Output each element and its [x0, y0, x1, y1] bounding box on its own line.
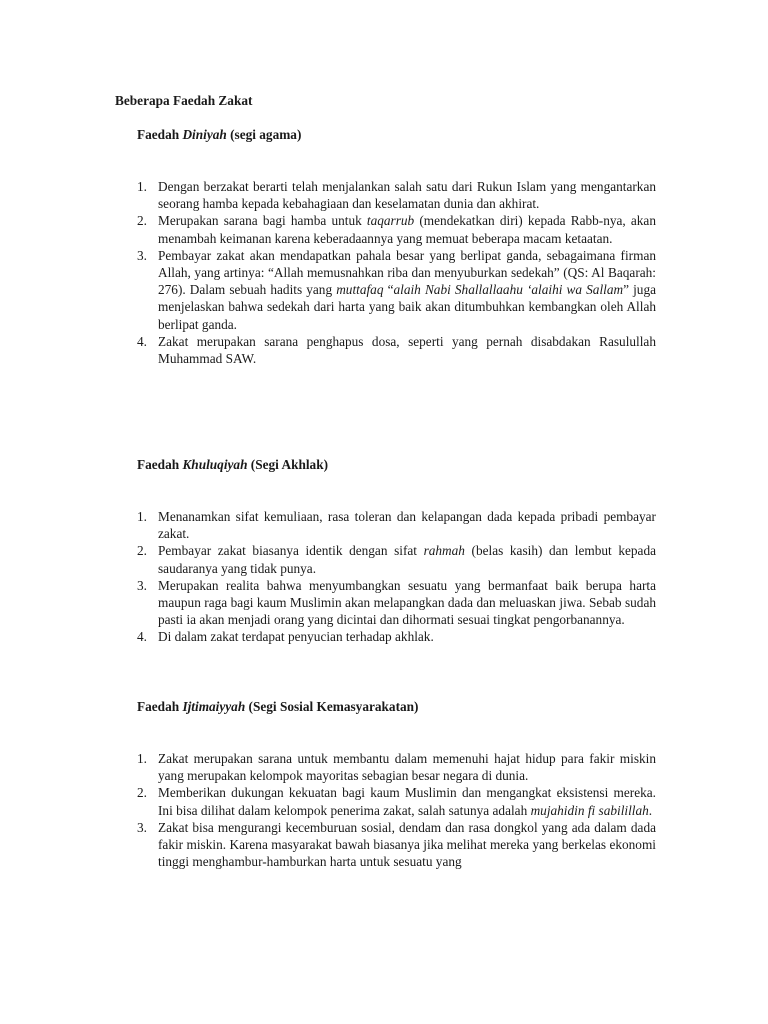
- italic-term: alaih Nabi Shallallaahu ‘alaihi wa Sallam: [393, 282, 624, 298]
- item-text: .: [648, 802, 653, 818]
- section-heading-diniyah: Faedah Diniyah (segi agama): [137, 127, 302, 142]
- item-text: Menanamkan sifat kemuliaan, rasa toleran dan kelapangan dada kepada pribadi pembayar zakat.: [158, 509, 656, 542]
- list-number: 1.: [137, 751, 147, 766]
- italic-term: taqarrub: [366, 213, 415, 229]
- list-ijtimaiyyah: [137, 750, 656, 870]
- list-number: 2.: [137, 543, 147, 559]
- item-text: “: [383, 282, 394, 298]
- item-text: ” juga menjelaskan bahwa sedekah dari harta yang baik akan ditumbuhkan kembangkan oleh Allah berlipat ganda.: [158, 282, 656, 332]
- item-text: Pembayar zakat akan mendapatkan pahala besar yang berlipat ganda, sebagaimana firman Allah, yang artinya: “Allah memusnahkan riba dan menyuburkan sedekah” (QS: Al Baqarah: 276). Dalam sebuah hadits yang: [158, 247, 656, 298]
- list-item: [137, 333, 656, 367]
- list-number: 2.: [137, 785, 147, 801]
- item-text: Dengan berzakat berarti telah menjalankan salah satu dari Rukun Islam yang mengantarkan seorang hamba kepada kebahagiaan dan keselamatan dunia dan akhirat.: [158, 179, 656, 212]
- item-text: (belas kasih) dan lembut kepada saudaranya yang tidak punya.: [158, 543, 656, 576]
- item-text: Merupakan sarana bagi hamba untuk: [158, 213, 367, 229]
- list-item: [137, 577, 656, 629]
- list-number: 1.: [137, 509, 147, 524]
- item-text: Memberikan dukungan kekuatan bagi kaum Muslimin dan mengangkat eksistensi mereka. Ini bisa dilihat dalam kelompok penerima zakat, salah satunya adalah: [158, 785, 656, 818]
- list-number: 3.: [137, 819, 147, 835]
- item-text: Zakat merupakan sarana penghapus dosa, seperti yang pernah disabdakan Rasulullah Muhammad SAW.: [158, 333, 656, 367]
- list-item: [137, 178, 656, 212]
- list-number: 4.: [137, 333, 147, 349]
- section-heading-khuluqiyah: Faedah Khuluqiyah (Segi Akhlak): [137, 457, 329, 472]
- italic-term: rahmah: [423, 543, 465, 559]
- list-item: [137, 819, 656, 871]
- item-text: Zakat bisa mengurangi kecemburuan sosial, dendam dan rasa dongkol yang ada dalam dada fakir miskin. Karena masyarakat bawah biasanya jika melihat mereka yang berkelas ekonomi tinggi menghambur-hamburkan harta untuk sesuatu yang: [158, 819, 656, 870]
- section-heading-ijtimaiyyah: Faedah Ijtimaiyyah (Segi Sosial Kemasyarakatan): [137, 699, 419, 714]
- list-item: [137, 628, 656, 645]
- list-item: [137, 542, 656, 576]
- list-item: [137, 750, 656, 784]
- list-diniyah: [137, 178, 656, 367]
- item-text: Zakat merupakan sarana untuk membantu dalam memenuhi hajat hidup para fakir miskin yang merupakan kelompok mayoritas sebagian besar negara di dunia.: [158, 751, 656, 784]
- item-text: Di dalam zakat terdapat penyucian terhadap akhlak.: [158, 629, 434, 645]
- list-number: 1.: [137, 179, 147, 194]
- list-number: 4.: [137, 629, 147, 645]
- italic-term: muttafaq: [336, 282, 384, 298]
- item-text: (mendekatkan diri) kepada Rabb-nya, akan menambah keimanan karena keberadaannya yang memuat beberapa macam ketaatan.: [158, 213, 656, 246]
- document-title: Beberapa Faedah Zakat: [115, 93, 253, 108]
- item-text: Merupakan realita bahwa menyumbangkan sesuatu yang bermanfaat baik berupa harta maupun raga bagi kaum Muslimin akan melapangkan dada dan meluaskan jiwa. Sebab sudah pasti ia akan menjadi orang yang dicintai dan dihormati sesuai tingkat pengorbanannya.: [158, 577, 656, 628]
- list-item: [137, 212, 656, 246]
- list-khuluqiyah: [137, 508, 656, 646]
- list-number: 2.: [137, 213, 147, 229]
- italic-term: mujahidin fi sabilillah: [530, 802, 649, 818]
- item-text: Pembayar zakat biasanya identik dengan sifat: [158, 543, 424, 559]
- list-item: [137, 784, 656, 818]
- list-number: 3.: [137, 577, 147, 593]
- list-item: [137, 247, 656, 333]
- list-item: [137, 508, 656, 542]
- list-number: 3.: [137, 247, 147, 263]
